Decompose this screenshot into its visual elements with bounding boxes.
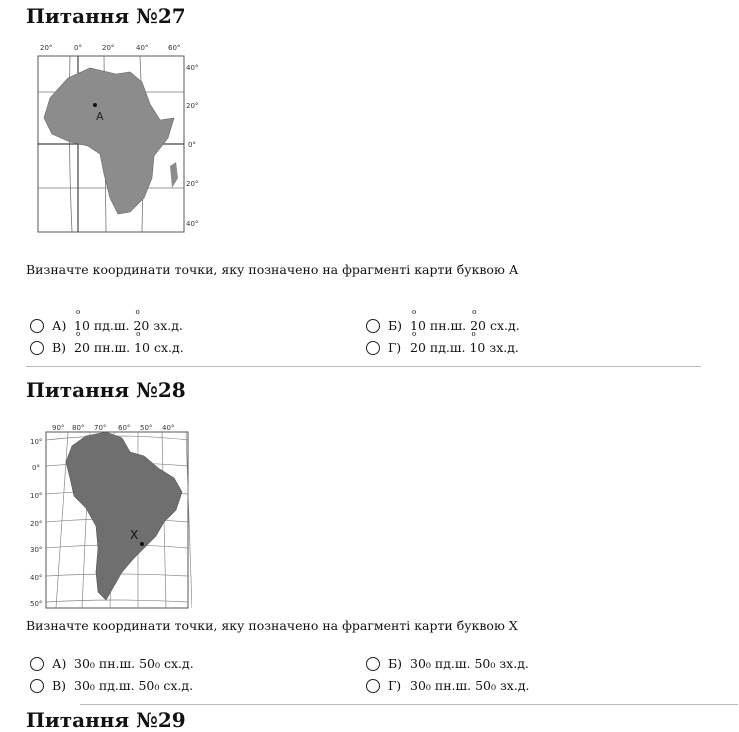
lon-label: 40° [162,424,175,432]
lat-label: 40° [186,220,199,228]
lat-label: 40° [186,64,199,72]
lat-label: 20° [186,180,199,188]
lon-label: 60° [168,44,181,52]
lon-label: 50° [140,424,153,432]
question-29-title: Питання №29 [26,708,186,732]
lon-label: 90° [52,424,65,432]
lat-label: 0° [32,464,40,472]
lat-label: 40° [30,574,43,582]
q28-option-v[interactable]: В) 30₀ пд.ш. 50₀ сх.д. [30,678,193,693]
lon-label: 60° [118,424,131,432]
radio-button[interactable] [366,341,380,355]
lat-label: 0° [188,141,196,149]
q27-option-v[interactable]: В) o 20 пн.ш. o 10 сх.д. [30,340,184,355]
question-28-title: Питання №28 [26,378,186,402]
lon-label: 20° [102,44,115,52]
lon-label: 20° [40,44,53,52]
lat-label: 20° [30,520,43,528]
section-divider [26,366,701,367]
q28-option-a[interactable]: А) 30₀ пн.ш. 50₀ сх.д. [30,656,194,671]
question-27-title: Питання №27 [26,4,186,28]
q27-option-b[interactable]: Б) o 10 пн.ш. o 20 сх.д. [366,318,520,333]
question-27-prompt: Визначте координати точки, яку позначено на фрагменті карти буквою А [26,262,519,277]
point-x-label: X [130,528,139,542]
lat-label: 10° [30,438,43,446]
lat-label: 20° [186,102,199,110]
q27-option-g[interactable]: Г) o 20 пд.ш. o 10 зх.д. [366,340,519,355]
radio-button[interactable] [30,319,44,333]
lat-label: 50° [30,600,43,608]
radio-button[interactable] [30,679,44,693]
point-x-marker [140,542,144,546]
q27-option-a[interactable]: А) o 10 пд.ш. o 20 зх.д. [30,318,183,333]
lon-label: 70° [94,424,107,432]
q28-option-b[interactable]: Б) 30₀ пд.ш. 50₀ зх.д. [366,656,529,671]
lon-label: 80° [72,424,85,432]
south-america-map [26,422,192,612]
radio-button[interactable] [366,657,380,671]
q28-option-g[interactable]: Г) 30₀ пн.ш. 50₀ зх.д. [366,678,530,693]
lat-label: 30° [30,546,43,554]
section-divider [80,704,738,705]
africa-map [30,38,206,234]
lon-label: 40° [136,44,149,52]
radio-button[interactable] [30,657,44,671]
radio-button[interactable] [30,341,44,355]
lat-label: 10° [30,492,43,500]
question-28-prompt: Визначте координати точки, яку позначено на фрагменті карти буквою Х [26,618,518,633]
point-a-marker [93,103,97,107]
radio-button[interactable] [366,319,380,333]
radio-button[interactable] [366,679,380,693]
lon-label: 0° [74,44,82,52]
point-a-label: A [96,110,104,123]
